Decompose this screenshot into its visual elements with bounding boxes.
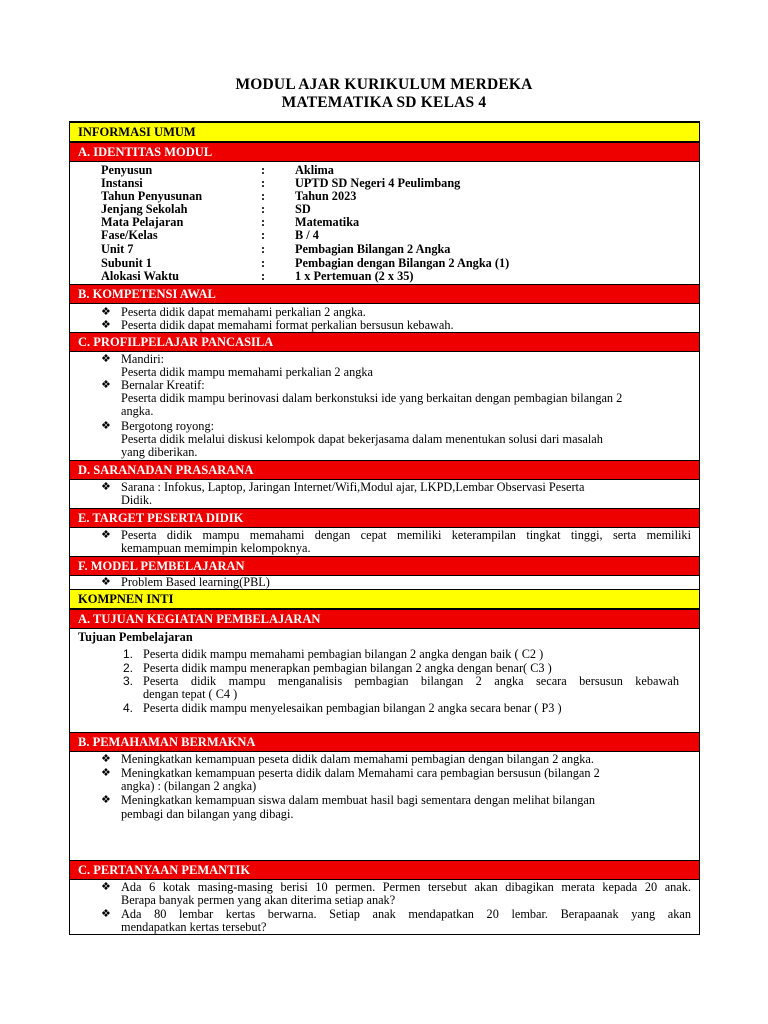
tujuan-item: Peserta didik mampu menyelesaikan pembagian bilangan 2 angka secara benar ( P3 ) <box>143 701 562 715</box>
identitas-value: 1 x Pertemuan (2 x 35) <box>295 269 414 283</box>
section-model-pembelajaran: F. MODEL PEMBELAJARAN <box>70 556 699 576</box>
diamond-bullet-icon: ❖ <box>101 353 111 365</box>
section-target-peserta: E. TARGET PESERTA DIDIK <box>70 508 699 528</box>
pemahaman-item: Meningkatkan kemampuan siswa dalam membuat hasil bagi sementara dengan melihat bilangan <box>121 793 595 807</box>
kompetensi-item: Peserta didik dapat memahami perkalian 2 angka. <box>121 305 366 319</box>
tujuan-number: 2. <box>123 661 134 675</box>
identitas-colon: : <box>261 215 266 229</box>
identitas-label: Unit 7 <box>101 242 134 256</box>
diamond-bullet-icon: ❖ <box>101 529 111 541</box>
identitas-value: Tahun 2023 <box>295 189 357 203</box>
pertanyaan-item-cont: mendapatkan kertas tersebut? <box>121 920 267 934</box>
diamond-bullet-icon: ❖ <box>101 794 111 806</box>
tujuan-item: Peserta didik mampu menerapkan pembagian bilangan 2 angka dengan benar( C3 ) <box>143 661 552 675</box>
identitas-label: Mata Pelajaran <box>101 215 184 229</box>
profil-bernalar-heading: Bernalar Kreatif: <box>121 378 205 392</box>
section-profil-pancasila: C. PROFILPELAJAR PANCASILA <box>70 332 699 352</box>
identitas-value: Pembagian dengan Bilangan 2 Angka (1) <box>295 256 510 270</box>
sarana-text: Didik. <box>121 493 153 507</box>
tujuan-number: 4. <box>123 701 134 715</box>
diamond-bullet-icon: ❖ <box>101 576 111 588</box>
identitas-colon: : <box>261 163 266 177</box>
section-kompetensi-awal: B. KOMPETENSI AWAL <box>70 284 699 304</box>
identitas-value: Matematika <box>295 215 360 229</box>
identitas-value: Pembagian Bilangan 2 Angka <box>295 242 451 256</box>
diamond-bullet-icon: ❖ <box>101 753 111 765</box>
identitas-colon: : <box>261 176 266 190</box>
section-komponen-inti: KOMPNEN INTI <box>70 589 699 609</box>
identitas-colon: : <box>261 228 266 242</box>
target-text: Peserta didik mampu memahami dengan cepat memiliki keterampilan tingkat tinggi, serta memiliki <box>121 528 691 542</box>
section-pertanyaan-pemantik: C. PERTANYAAN PEMANTIK <box>70 860 699 880</box>
tujuan-item: Peserta didik mampu menganalisis pembagian bilangan 2 angka secara bersusun kebawah <box>143 674 679 688</box>
identitas-label: Tahun Penyusunan <box>101 189 203 203</box>
identitas-label: Penyusun <box>101 163 153 177</box>
identitas-value: Aklima <box>295 163 334 177</box>
pemahaman-item-cont: angka) : (bilangan 2 angka) <box>121 779 257 793</box>
identitas-colon: : <box>261 256 266 270</box>
section-tujuan-kegiatan: A. TUJUAN KEGIATAN PEMBELAJARAN <box>70 609 699 629</box>
pertanyaan-item: Ada 80 lembar kertas berwarna. Setiap anak mendapatkan 20 lembar. Berapaanak yang akan <box>121 907 691 921</box>
identitas-colon: : <box>261 189 266 203</box>
pertanyaan-item: Ada 6 kotak masing-masing berisi 10 permen. Permen tersebut akan dibagikan merata kepada 20 anak. <box>121 880 691 894</box>
document-subtitle: MATEMATIKA SD KELAS 4 <box>281 94 487 111</box>
diamond-bullet-icon: ❖ <box>101 420 111 432</box>
identitas-value: UPTD SD Negeri 4 Peulimbang <box>295 176 461 190</box>
tujuan-heading: Tujuan Pembelajaran <box>78 630 193 644</box>
tujuan-item: Peserta didik mampu memahami pembagian bilangan 2 angka dengan baik ( C2 ) <box>143 647 544 661</box>
identitas-colon: : <box>261 202 266 216</box>
identitas-value: B / 4 <box>295 228 319 242</box>
diamond-bullet-icon: ❖ <box>101 767 111 779</box>
identitas-colon: : <box>261 242 266 256</box>
pemahaman-item: Meningkatkan kemampuan peserta didik dalam Memahami cara pembagian bersusun (bilangan 2 <box>121 766 600 780</box>
pemahaman-item: Meningkatkan kemampuan peseta didik dalam memahami pembagian dengan bilangan 2 angka. <box>121 752 594 766</box>
identitas-label: Jenjang Sekolah <box>101 202 188 216</box>
diamond-bullet-icon: ❖ <box>101 306 111 318</box>
document-title: MODUL AJAR KURIKULUM MERDEKA <box>235 76 533 93</box>
identitas-label: Alokasi Waktu <box>101 269 180 283</box>
tujuan-number: 3. <box>123 674 134 688</box>
identitas-label: Fase/Kelas <box>101 228 158 242</box>
model-text: Problem Based learning(PBL) <box>121 575 270 589</box>
tujuan-number: 1. <box>123 647 134 661</box>
diamond-bullet-icon: ❖ <box>101 481 111 493</box>
profil-bernalar-text: angka. <box>121 404 154 418</box>
identitas-value: SD <box>295 202 311 216</box>
diamond-bullet-icon: ❖ <box>101 908 111 920</box>
profil-mandiri-text: Peserta didik mampu memahami perkalian 2 angka <box>121 365 374 379</box>
diamond-bullet-icon: ❖ <box>101 881 111 893</box>
diamond-bullet-icon: ❖ <box>101 379 111 391</box>
section-pemahaman-bermakna: B. PEMAHAMAN BERMAKNA <box>70 732 699 752</box>
pemahaman-item-cont: pembagi dan bilangan yang dibagi. <box>121 807 294 821</box>
tujuan-item-cont: dengan tepat ( C4 ) <box>143 687 238 701</box>
identitas-colon: : <box>261 269 266 283</box>
profil-gotong-text: yang diberikan. <box>121 445 198 459</box>
pertanyaan-item-cont: Berapa banyak permen yang akan diterima setiap anak? <box>121 893 396 907</box>
kompetensi-item: Peserta didik dapat memahami format perkalian bersusun kebawah. <box>121 318 454 332</box>
sarana-text: Sarana : Infokus, Laptop, Jaringan Internet/Wifi,Modul ajar, LKPD,Lembar Observasi Peserta <box>121 480 585 494</box>
section-identitas-modul: A. IDENTITAS MODUL <box>70 142 699 162</box>
profil-gotong-text: Peserta didik melalui diskusi kelompok dapat bekerjasama dalam menentukan solusi dari masalah <box>121 432 603 446</box>
identitas-label: Subunit 1 <box>101 256 152 270</box>
profil-bernalar-text: Peserta didik mampu berinovasi dalam berkonstuksi ide yang berkaitan dengan pembagian bilangan 2 <box>121 391 623 405</box>
section-sarana-prasarana: D. SARANADAN PRASARANA <box>70 460 699 480</box>
identitas-label: Instansi <box>101 176 143 190</box>
profil-mandiri-heading: Mandiri: <box>121 352 165 366</box>
profil-gotong-heading: Bergotong royong: <box>121 419 215 433</box>
diamond-bullet-icon: ❖ <box>101 319 111 331</box>
target-text: kemampuan memimpin kelompoknya. <box>121 541 311 555</box>
section-informasi-umum: INFORMASI UMUM <box>70 122 699 142</box>
